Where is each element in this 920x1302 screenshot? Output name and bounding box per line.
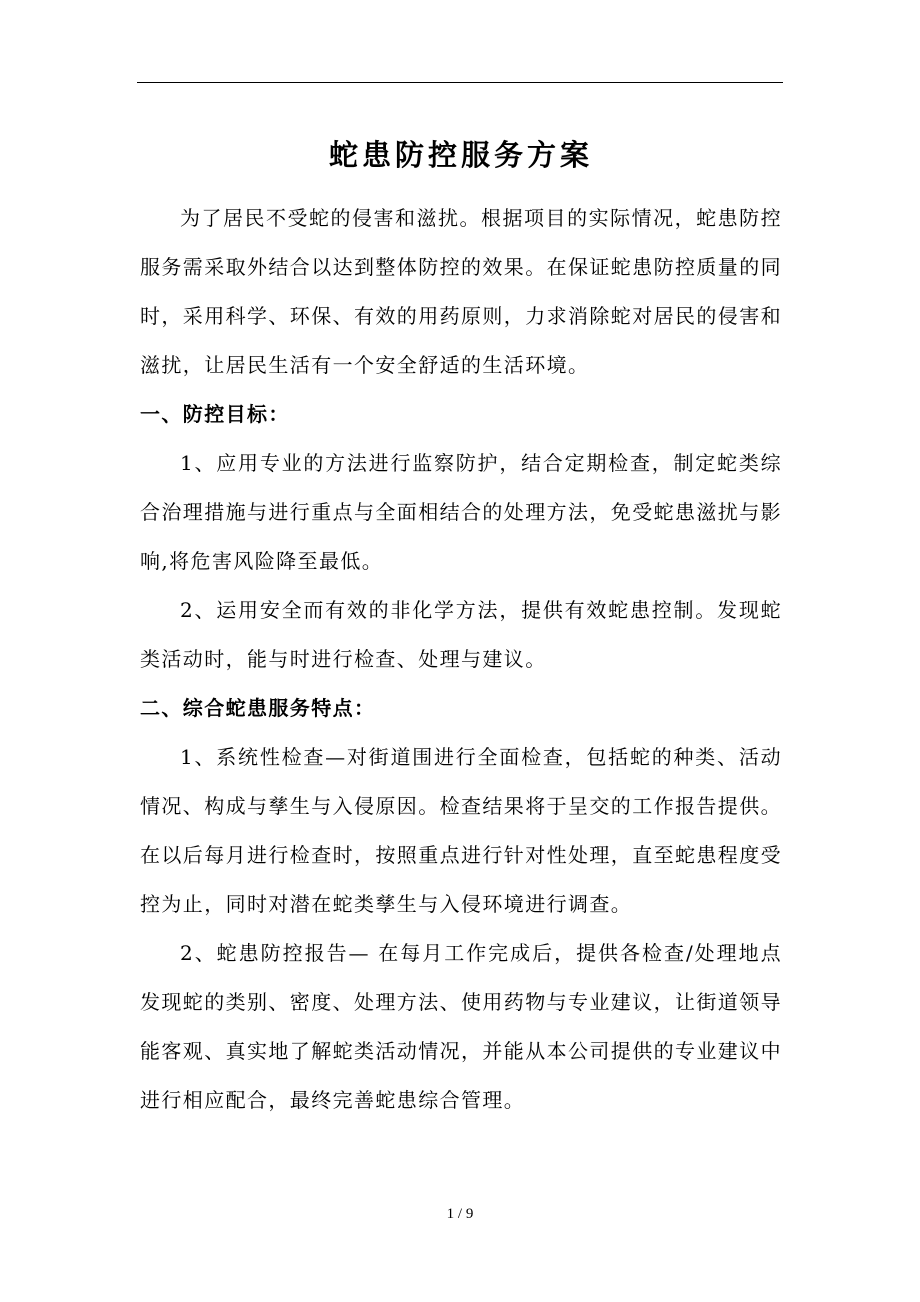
page-number: 1 / 9 [446,1206,474,1222]
feature-paragraph-1: 1、系统性检查—对街道围进行全面检查，包括蛇的种类、活动情况、构成与孳生与入侵原因。检查结果将于呈交的工作报告提供。在以后每月进行检查时，按照重点进行针对性处理，直至蛇患程度受控为止，同时对潜在蛇类孳生与入侵环境进行调查。 [140,745,782,916]
section-heading-goals: 一、防控目标： [140,402,290,426]
section-heading-features: 二、综合蛇患服务特点： [140,696,376,720]
feature-paragraph-2: 2、蛇患防控报告— 在每月工作完成后，提供各检查/处理地点发现蛇的类别、密度、处理方法、使用药物与专业建议，让街道领导能客观、真实地了解蛇类活动情况，并能从本公司提供的专业建议中进行相应配合，最终完善蛇患综合管理。 [140,941,782,1112]
document-body [140,130,782,1125]
intro-paragraph: 为了居民不受蛇的侵害和滋扰。根据项目的实际情况，蛇患防控服务需采取外结合以达到整体防控的效果。在保证蛇患防控质量的同时，采用科学、环保、有效的用药原则，力求消除蛇对居民的侵害和滋扰，让居民生活有一个安全舒适的生活环境。 [140,206,782,377]
header-rule [137,82,783,83]
goal-paragraph-2: 2、运用安全而有效的非化学方法，提供有效蛇患控制。发现蛇类活动时，能与时进行检查、处理与建议。 [140,598,782,671]
document-title: 蛇患防控服务方案 [328,138,593,172]
goal-paragraph-1: 1、应用专业的方法进行监察防护，结合定期检查，制定蛇类综合治理措施与进行重点与全面相结合的处理方法，免受蛇患滋扰与影响,将危害风险降至最低。 [140,451,782,573]
